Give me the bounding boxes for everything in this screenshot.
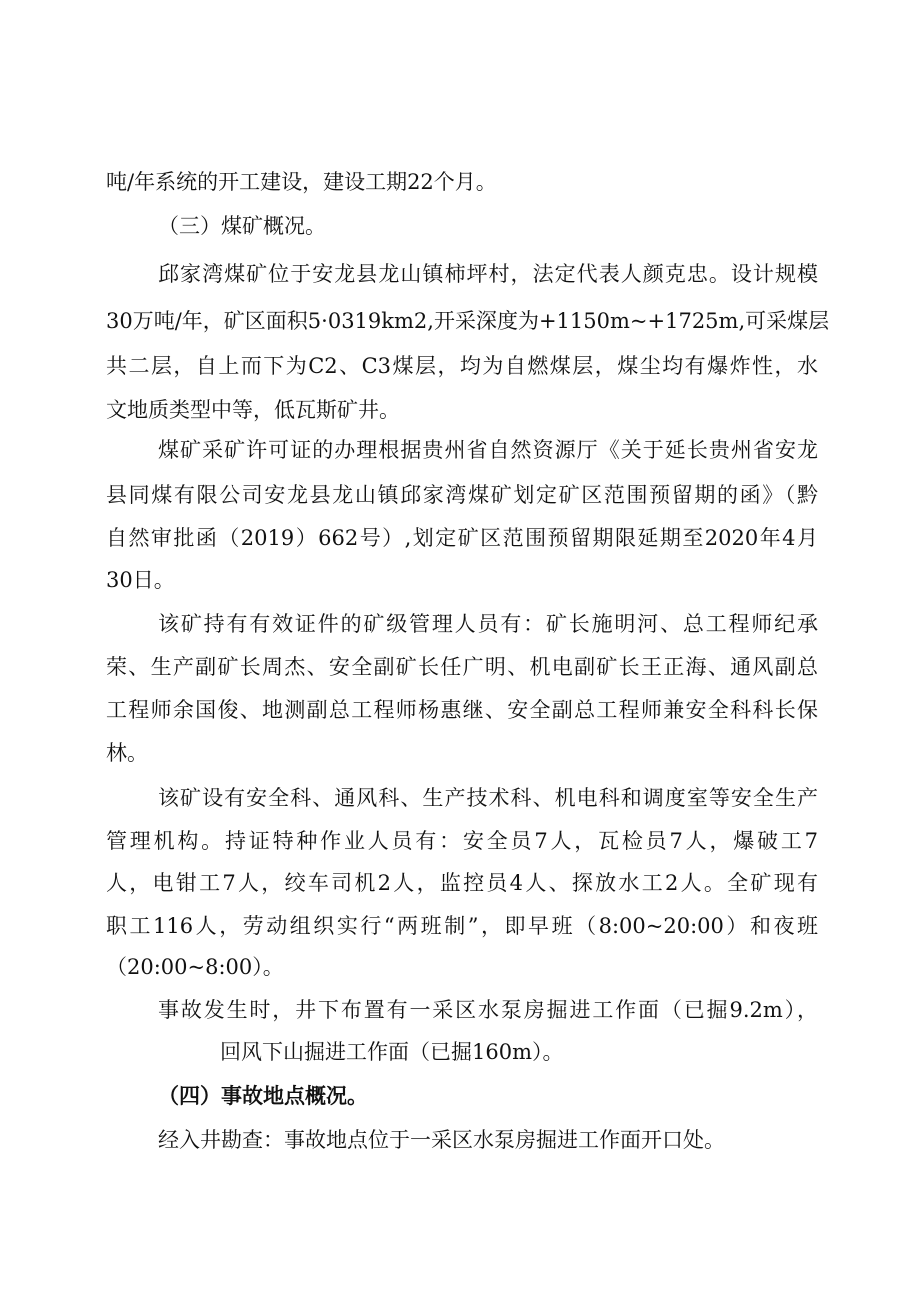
section-heading-accident-location: （四）事故地点概况。 <box>158 1083 368 1108</box>
paragraph-organization-line: 该矿设有安全科、通风科、生产技术科、机电科和调度室等安全生产 <box>158 786 818 810</box>
paragraph-organization-line: （20:00~8:00）。 <box>106 955 284 979</box>
paragraph-organization-line: 职工116人，劳动组织实行“两班制”，即早班（8:00~20:00）和夜班 <box>106 914 818 938</box>
paragraph-management-staff-line: 荣、生产副矿长周杰、安全副矿长任广明、机电副矿长王正海、通风副总 <box>106 655 818 679</box>
paragraph-management-staff-line: 林。 <box>106 741 148 765</box>
continuation-line: 吨/年系统的开工建设，建设工期22个月。 <box>106 170 497 194</box>
paragraph-organization-line: 人，电钳工7人，绞车司机2人，监控员4人、探放水工2人。全矿现有 <box>106 871 818 895</box>
paragraph-management-staff-line: 工程师余国俊、地测副总工程师杨惠继、安全副总工程师兼安全科科长保 <box>106 698 818 722</box>
paragraph-work-faces-line: 事故发生时，井下布置有一采区水泵房掘进工作面（已掘9.2m）， <box>158 998 818 1022</box>
paragraph-mining-license-line: 30日。 <box>106 568 175 592</box>
paragraph-mine-location-line: 共二层，自上而下为C2、C3煤层，均为自燃煤层，煤尘均有爆炸性，水 <box>106 354 818 378</box>
paragraph-mine-location-line: 邱家湾煤矿位于安龙县龙山镇柿坪村，法定代表人颜克忠。设计规模 <box>158 262 818 286</box>
section-heading-coal-mine-overview: （三）煤矿概况。 <box>158 214 326 238</box>
paragraph-mining-license-line: 煤矿采矿许可证的办理根据贵州省自然资源厅《关于延长贵州省安龙 <box>158 438 818 462</box>
paragraph-mine-location-line: 30万吨/年，矿区面积5·0319km2,开采深度为+1150m~+1725m,可采煤层 <box>106 309 830 333</box>
paragraph-mine-location-line: 文地质类型中等，低瓦斯矿井。 <box>106 398 400 422</box>
paragraph-management-staff-line: 该矿持有有效证件的矿级管理人员有：矿长施明河、总工程师纪承 <box>158 612 818 636</box>
paragraph-mining-license-line: 自然审批函（2019）662号）,划定矿区范围预留期限延期至2020年4月 <box>106 526 818 550</box>
paragraph-work-faces-line: 回风下山掘进工作面（已掘160m）。 <box>220 1040 564 1064</box>
paragraph-organization-line: 管理机构。持证特种作业人员有：安全员7人，瓦检员7人，爆破工7 <box>106 829 818 853</box>
paragraph-mining-license-line: 县同煤有限公司安龙县龙山镇邱家湾煤矿划定矿区范围预留期的函》（黔 <box>106 483 818 507</box>
paragraph-accident-location: 经入井勘查：事故地点位于一采区水泵房掘进工作面开口处。 <box>158 1128 725 1152</box>
